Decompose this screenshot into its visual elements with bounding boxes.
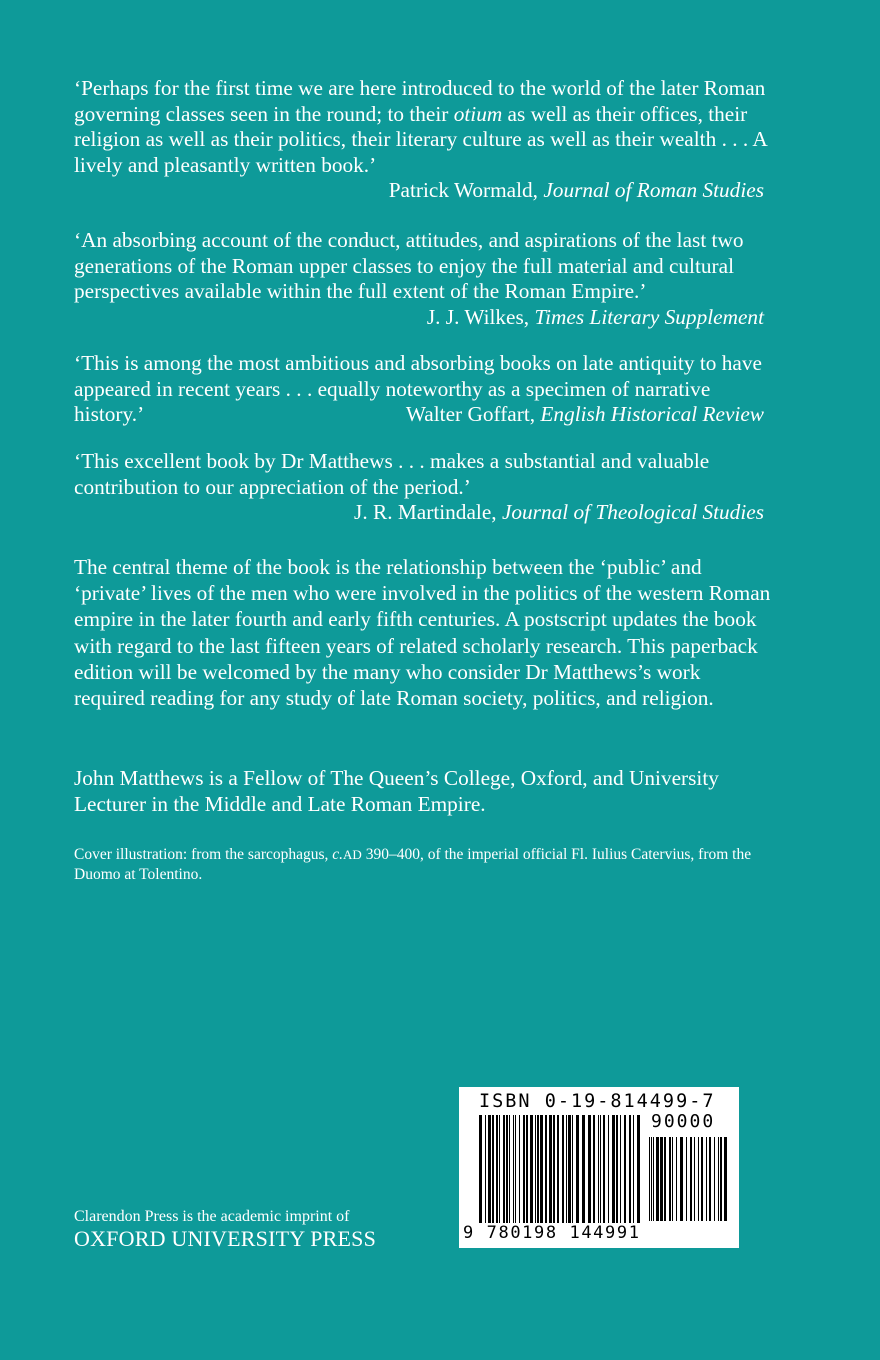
barcode-bar [485, 1115, 486, 1223]
barcode-bar [582, 1115, 585, 1223]
barcode-bar [664, 1137, 666, 1221]
barcode-bar [706, 1137, 707, 1221]
barcode-bar [549, 1115, 552, 1223]
publisher-imprint [74, 1207, 434, 1251]
review-attribution: Patrick Wormald, Journal of Roman Studies [388, 178, 764, 202]
barcode-bar [526, 1115, 528, 1223]
barcode-bar [653, 1137, 654, 1221]
barcode-bar [598, 1115, 599, 1223]
barcode-bar [660, 1137, 663, 1221]
barcode-bar [523, 1115, 525, 1223]
barcode-bar [513, 1115, 514, 1223]
book-summary: The central theme of the book is the relationship between the ‘public’ and ‘private’ lives of the men who were involved in the politics of the western Roman empire in the later fourth and early fifth centuries. A postscript updates the book with regard to the last fifteen years of related scholarly research. This paperback edition will be welcomed by the many who consider Dr Matthews’s work required reading for any study of late Roman society, politics, and religion. [74, 555, 771, 711]
barcode-bar [612, 1115, 615, 1223]
price-addon-digits: 90000 [651, 1111, 716, 1132]
barcode-bar [515, 1115, 516, 1223]
review-quote-3 [74, 351, 774, 428]
isbn-label: ISBN 0-19-814499-7 [479, 1091, 716, 1112]
barcode-bar [608, 1115, 609, 1223]
barcode-bar [537, 1115, 539, 1223]
author-bio: John Matthews is a Fellow of The Queen’s College, Oxford, and University Lecturer in the Middle and Late Roman Empire. [74, 766, 719, 817]
barcode-bar [588, 1115, 591, 1223]
barcode-bar [724, 1137, 727, 1221]
imprint-statement: Clarendon Press is the academic imprint of [74, 1208, 350, 1225]
review-attribution: J. R. Martindale, Journal of Theological Studies [354, 500, 764, 524]
barcode-bar [686, 1137, 687, 1221]
review-quote-2 [74, 228, 774, 330]
barcode-bar [624, 1115, 626, 1223]
barcode-bar [576, 1115, 579, 1223]
barcode-bar [540, 1115, 543, 1223]
review-quote-text: ‘An absorbing account of the conduct, attitudes, and aspirations of the last two generations of the Roman upper classes to enjoy the full material and cultural perspectives available within the full extent of the Roman Empire.’ [74, 228, 744, 303]
barcode-bar [694, 1137, 695, 1221]
isbn-barcode [459, 1087, 739, 1248]
barcode-bar [600, 1115, 601, 1223]
barcode-bar [714, 1137, 715, 1221]
barcode-bar [557, 1115, 559, 1223]
review-quote-text: ‘Perhaps for the first time we are here introduced to the world of the later Roman governing classes seen in the round; to their otium as well as their offices, their religion as well as their politics, their literary culture as well as their wealth . . . A lively and pleasantly written book.’ [74, 76, 767, 177]
barcode-bar [651, 1137, 652, 1221]
ean-barcode-bars [479, 1115, 644, 1225]
addon-barcode-bars [649, 1137, 729, 1221]
publisher-name: OXFORD UNIVERSITY PRESS [74, 1226, 377, 1251]
barcode-bar [616, 1115, 618, 1223]
barcode-bar [676, 1137, 677, 1221]
barcode-bar [519, 1115, 520, 1223]
barcode-bar [680, 1137, 683, 1221]
barcode-bar [572, 1115, 573, 1223]
barcode-bar [479, 1115, 482, 1223]
review-attribution: J. J. Wilkes, Times Literary Supplement [426, 304, 764, 329]
barcode-bar [669, 1137, 671, 1221]
barcode-bar [690, 1137, 692, 1221]
barcode-bar [629, 1115, 631, 1223]
review-quote-4 [74, 449, 774, 526]
barcode-bar [698, 1137, 699, 1221]
barcode-bar [496, 1115, 498, 1223]
barcode-bar [488, 1115, 491, 1223]
cover-illustration-credit: Cover illustration: from the sarcophagus, c.AD 390–400, of the imperial official Fl. Iulius Catervius, from the Duomo at Tolentino. [74, 846, 752, 883]
review-attribution: Walter Goffart, English Historical Review [405, 402, 764, 426]
barcode-bar [562, 1115, 564, 1223]
barcode-bar [633, 1115, 634, 1223]
review-quote-1 [74, 76, 774, 204]
barcode-bar [553, 1115, 555, 1223]
barcode-bar [701, 1137, 703, 1221]
review-quote-text: ‘This excellent book by Dr Matthews . . . makes a substantial and valuable contribution to our appreciation of the period.’ [74, 449, 710, 499]
barcode-bar [530, 1115, 533, 1223]
barcode-bar [503, 1115, 505, 1223]
barcode-bar [720, 1137, 722, 1221]
barcode-bar [568, 1115, 571, 1223]
barcode-bar [672, 1137, 673, 1221]
barcode-bar [535, 1115, 536, 1223]
barcode-bar [499, 1115, 500, 1223]
barcode-bar [709, 1137, 711, 1221]
barcode-bar [593, 1115, 595, 1223]
barcode-bar [506, 1115, 508, 1223]
barcode-bar [656, 1137, 659, 1221]
review-quote-text: ‘This is among the most ambitious and absorbing books on late antiquity to have appeared in recent years . . . equally noteworthy as a specimen of narrative history.’ [74, 351, 762, 426]
barcode-bar [603, 1115, 605, 1223]
ean-digits: 9 780198 144991 [463, 1223, 641, 1243]
barcode-bar [509, 1115, 510, 1223]
barcode-bar [492, 1115, 494, 1223]
barcode-bar [649, 1137, 650, 1221]
barcode-bar [718, 1137, 719, 1221]
barcode-bar [620, 1115, 621, 1223]
barcode-bar [566, 1115, 567, 1223]
barcode-bar [545, 1115, 547, 1223]
barcode-bar [637, 1115, 640, 1223]
